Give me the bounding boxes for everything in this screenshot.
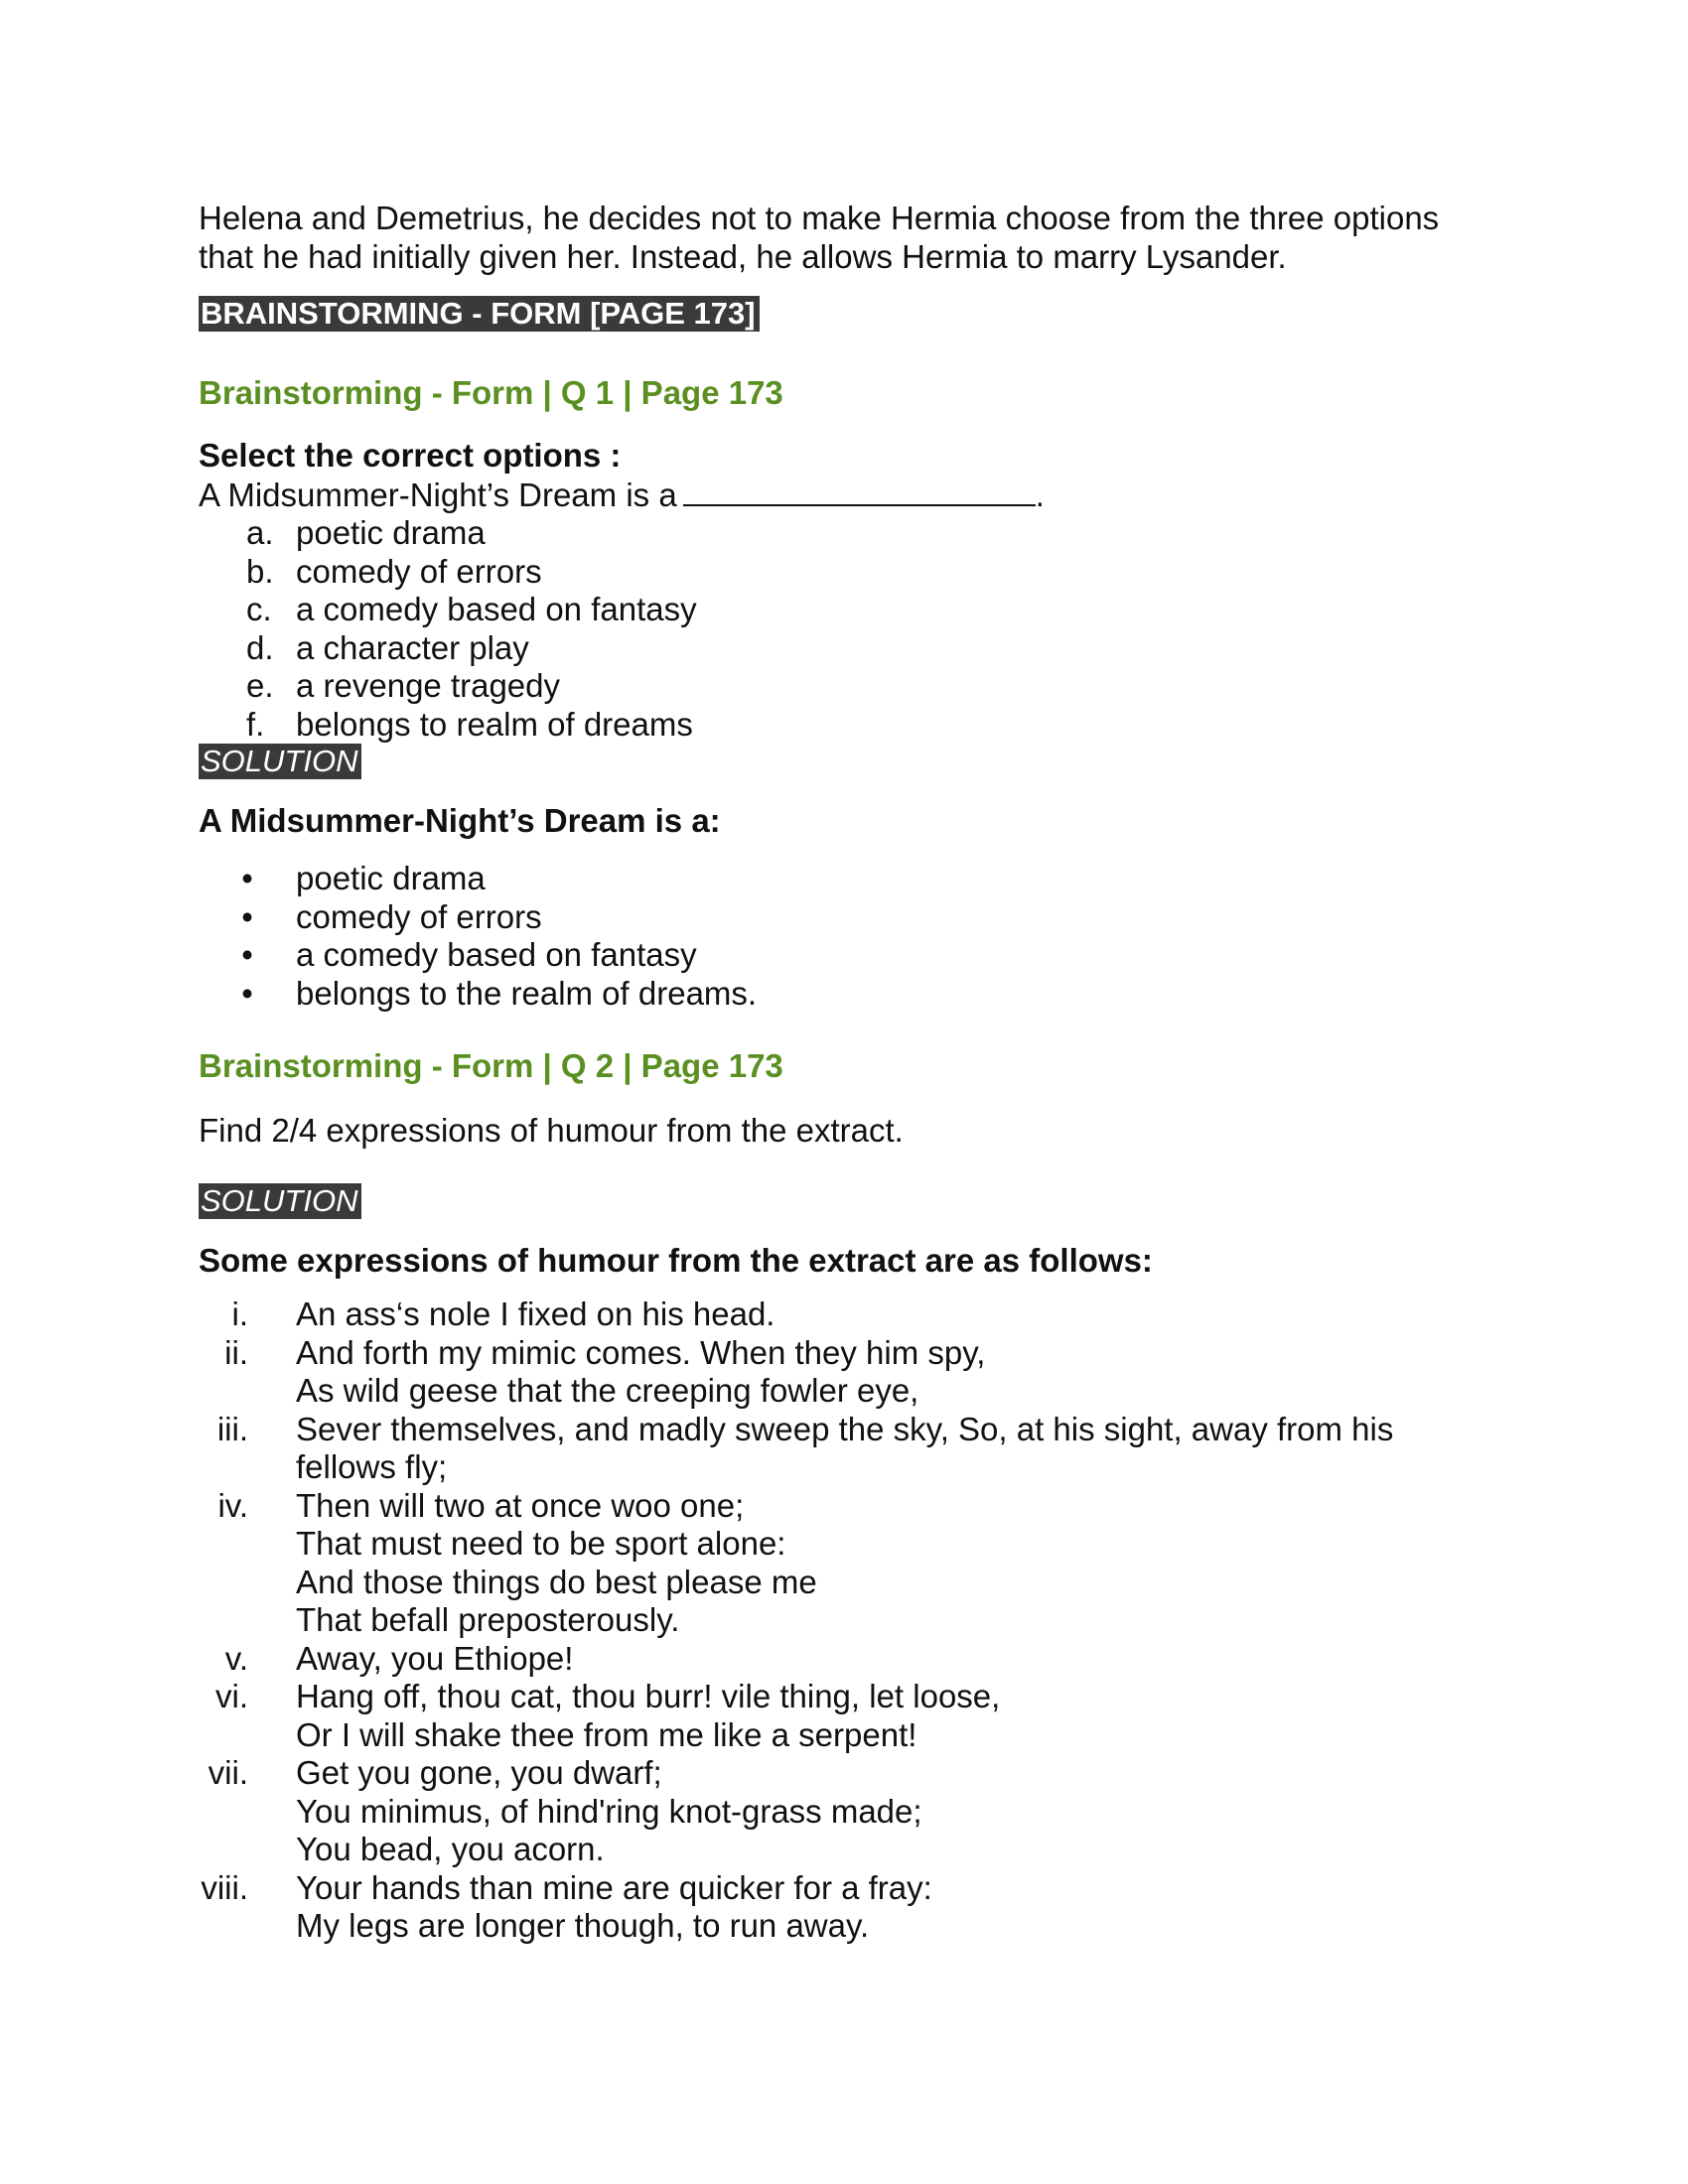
humour-item xyxy=(199,1487,1489,1640)
item-lines xyxy=(296,1678,1000,1754)
answer-item xyxy=(199,936,1489,975)
humour-item xyxy=(199,1334,1489,1411)
item-lines xyxy=(296,1869,932,1946)
humour-item xyxy=(199,1296,1489,1334)
section-banner: BRAINSTORMING - FORM [PAGE 173] xyxy=(199,296,760,332)
item-line: You minimus, of hind'ring knot-grass made; xyxy=(296,1792,922,1830)
option-text: poetic drama xyxy=(296,514,486,551)
q1-prompt-line xyxy=(199,475,1489,514)
q1-solution-label: SOLUTION xyxy=(199,744,361,779)
item-line: An ass‘s nole I fixed on his head. xyxy=(296,1296,775,1332)
answer-text: a comedy based on fantasy xyxy=(296,936,697,973)
item-line: And those things do best please me xyxy=(296,1563,817,1600)
item-line: Sever themselves, and madly sweep the sky, So, at his sight, away from his xyxy=(296,1410,1394,1447)
option-item xyxy=(199,706,1489,745)
item-lines xyxy=(296,1411,1393,1487)
item-lines xyxy=(296,1296,774,1334)
document-page xyxy=(199,199,1489,1946)
answer-text: belongs to the realm of dreams. xyxy=(296,974,758,1012)
bullet-icon: • xyxy=(241,974,253,1012)
item-line: That must need to be sport alone: xyxy=(296,1525,786,1562)
item-line: And forth my mimic comes. When they him spy, xyxy=(296,1333,986,1371)
q1-answers-list xyxy=(199,860,1489,1013)
humour-item xyxy=(199,1754,1489,1869)
option-marker: f. xyxy=(246,705,265,743)
answer-item xyxy=(199,898,1489,937)
item-line: Get you gone, you dwarf; xyxy=(296,1754,662,1791)
item-line: fellows fly; xyxy=(296,1448,448,1485)
bullet-icon: • xyxy=(241,936,253,973)
item-line: You bead, you acorn. xyxy=(296,1831,605,1867)
option-text: comedy of errors xyxy=(296,552,542,590)
item-marker: iv. xyxy=(217,1486,248,1524)
option-text: a character play xyxy=(296,628,529,666)
q2-heading: Brainstorming - Form | Q 2 | Page 173 xyxy=(199,1047,783,1084)
item-lines xyxy=(296,1640,573,1679)
item-line: Hang off, thou cat, thou burr! vile thing, let loose, xyxy=(296,1678,1001,1714)
bullet-icon: • xyxy=(241,860,253,896)
option-marker: e. xyxy=(246,667,274,704)
humour-item xyxy=(199,1678,1489,1754)
item-line: That befall preposterously. xyxy=(296,1601,680,1638)
option-item xyxy=(199,667,1489,706)
q2-items-list xyxy=(199,1296,1489,1946)
humour-item xyxy=(199,1411,1489,1487)
option-marker: a. xyxy=(246,514,274,551)
option-item xyxy=(199,553,1489,592)
humour-item xyxy=(199,1640,1489,1679)
bullet-icon: • xyxy=(241,897,253,935)
q2-solution-label: SOLUTION xyxy=(199,1183,361,1219)
item-marker: vi. xyxy=(215,1678,248,1714)
item-line: Then will two at once woo one; xyxy=(296,1486,745,1524)
option-marker: c. xyxy=(246,591,272,627)
item-line: Your hands than mine are quicker for a fray: xyxy=(296,1868,932,1906)
item-lines xyxy=(296,1487,817,1640)
item-line: As wild geese that the creeping fowler eye, xyxy=(296,1372,919,1409)
item-marker: v. xyxy=(224,1639,248,1677)
q1-options-list xyxy=(199,514,1489,744)
answer-text: poetic drama xyxy=(296,860,486,896)
item-line: Or I will shake thee from me like a serpent! xyxy=(296,1715,917,1753)
option-text: belongs to realm of dreams xyxy=(296,705,693,743)
q1-prompt-end: . xyxy=(1035,477,1045,513)
answer-item xyxy=(199,975,1489,1014)
humour-item xyxy=(199,1869,1489,1946)
item-marker: ii. xyxy=(224,1333,248,1371)
item-marker: viii. xyxy=(201,1868,248,1906)
option-item xyxy=(199,514,1489,553)
item-marker: iii. xyxy=(216,1410,248,1447)
item-lines xyxy=(296,1754,922,1869)
item-line: My legs are longer though, to run away. xyxy=(296,1907,870,1944)
intro-line-2: that he had initially given her. Instead, he allows Hermia to marry Lysander. xyxy=(199,238,1287,275)
q1-instruction: Select the correct options : xyxy=(199,437,622,474)
option-text: a revenge tragedy xyxy=(296,667,561,704)
option-marker: d. xyxy=(246,628,274,666)
answer-text: comedy of errors xyxy=(296,897,542,935)
item-marker: i. xyxy=(231,1296,248,1332)
q2-answer-heading: Some expressions of humour from the extract are as follows: xyxy=(199,1242,1153,1279)
option-text: a comedy based on fantasy xyxy=(296,591,697,627)
q1-heading: Brainstorming - Form | Q 1 | Page 173 xyxy=(199,374,783,411)
option-item xyxy=(199,629,1489,668)
fill-in-blank xyxy=(683,475,1036,506)
option-marker: b. xyxy=(246,552,274,590)
answer-item xyxy=(199,860,1489,898)
q2-question: Find 2/4 expressions of humour from the extract. xyxy=(199,1112,904,1149)
item-marker: vii. xyxy=(208,1754,248,1791)
q1-prompt: A Midsummer-Night’s Dream is a xyxy=(199,477,677,513)
option-item xyxy=(199,591,1489,629)
intro-line-1: Helena and Demetrius, he decides not to make Hermia choose from the three options xyxy=(199,200,1440,236)
q1-answer-heading: A Midsummer-Night’s Dream is a: xyxy=(199,802,721,839)
item-line: Away, you Ethiope! xyxy=(296,1639,574,1677)
item-lines xyxy=(296,1334,985,1411)
